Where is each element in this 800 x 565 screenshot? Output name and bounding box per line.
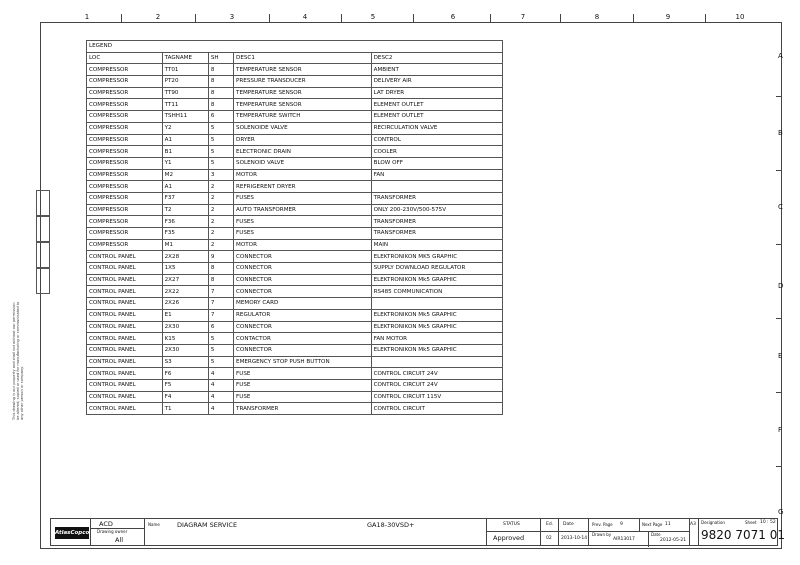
legend-row (87, 146, 503, 158)
drawing-owner: All (115, 536, 124, 544)
pages-cell (589, 519, 690, 545)
legend-row (87, 391, 503, 403)
cell-desc2: CONTROL (371, 134, 502, 146)
revision-strip (36, 190, 50, 540)
cell-tagname: Y2 (162, 122, 208, 134)
cell-sh: 2 (208, 228, 233, 240)
cell-desc2: SUPPLY DOWNLOAD REGULATOR (371, 263, 502, 275)
designation-number: 9820 7071 01 (701, 528, 785, 542)
legend-title-row (87, 41, 503, 53)
drawing-name: DIAGRAM SERVICE (177, 521, 238, 529)
cell-desc1: FUSE (234, 379, 372, 391)
row-label: B (778, 129, 783, 137)
cell-desc2: CONTROL CIRCUIT 24V (371, 379, 502, 391)
cell-desc2 (371, 181, 502, 193)
header-tagname: TAGNAME (162, 52, 208, 64)
legend-row (87, 87, 503, 99)
cell-sh: 7 (208, 309, 233, 321)
cell-tagname: F6 (162, 368, 208, 380)
format-value: A3 (690, 522, 696, 527)
ruler-tick (121, 14, 122, 22)
cell-desc1: CONNECTOR (234, 344, 372, 356)
cell-tagname: F36 (162, 216, 208, 228)
cell-loc: CONTROL PANEL (87, 251, 163, 263)
cell-tagname: TT90 (162, 87, 208, 99)
format-cell (690, 519, 699, 545)
cell-loc: COMPRESSOR (87, 169, 163, 181)
cell-desc2 (371, 356, 502, 368)
cell-desc2: ELEKTRONIKON Mk5 GRAPHIC (371, 321, 502, 333)
cell-sh: 2 (208, 204, 233, 216)
ruler-tick (341, 14, 342, 22)
legend-row (87, 192, 503, 204)
cell-desc2: TRANSFORMER (371, 228, 502, 240)
cell-desc2: ELEKTRONIKON Mk5 GRAPHIC (371, 274, 502, 286)
revision-box (36, 190, 50, 216)
cell-desc2 (371, 298, 502, 310)
cell-tagname: 2X28 (162, 251, 208, 263)
column-label: 8 (594, 13, 600, 21)
cell-desc1: CONTACTOR (234, 333, 372, 345)
cell-sh: 5 (208, 157, 233, 169)
cell-loc: CONTROL PANEL (87, 344, 163, 356)
legend-row (87, 76, 503, 88)
status-cell (487, 519, 541, 545)
cell-loc: CONTROL PANEL (87, 403, 163, 415)
cell-sh: 5 (208, 344, 233, 356)
cell-tagname: 1X5 (162, 263, 208, 275)
cell-tagname: F5 (162, 379, 208, 391)
column-label: 1 (84, 13, 90, 21)
edition-label: Ed. (546, 522, 554, 527)
cell-tagname: M1 (162, 239, 208, 251)
cell-tagname: M2 (162, 169, 208, 181)
cell-tagname: TT11 (162, 99, 208, 111)
name-cell (145, 519, 487, 545)
cell-loc: COMPRESSOR (87, 87, 163, 99)
cell-tagname: A1 (162, 134, 208, 146)
cell-desc2: ELEMENT OUTLET (371, 99, 502, 111)
legend-row (87, 344, 503, 356)
cell-desc2: FAN MOTOR (371, 333, 502, 345)
drawn-by-value: AIR13017 (613, 537, 635, 542)
cell-tagname: S3 (162, 356, 208, 368)
cell-desc2: ONLY 200-230V/500-575V (371, 204, 502, 216)
prev-page-value: 9 (620, 522, 623, 527)
cell-tagname: PT20 (162, 76, 208, 88)
ruler-tick (269, 14, 270, 22)
cell-sh: 4 (208, 368, 233, 380)
cell-desc1: AUTO TRANSFORMER (234, 204, 372, 216)
cell-desc1: TRANSFORMER (234, 403, 372, 415)
cell-desc2: DELIVERY AIR (371, 76, 502, 88)
cell-sh: 6 (208, 321, 233, 333)
cell-tagname: F37 (162, 192, 208, 204)
legend-row (87, 403, 503, 415)
cell-tagname: 2X26 (162, 298, 208, 310)
cell-loc: COMPRESSOR (87, 111, 163, 123)
revision-box (36, 242, 50, 268)
cell-desc1: FUSE (234, 391, 372, 403)
cell-sh: 5 (208, 122, 233, 134)
cell-tagname: T1 (162, 403, 208, 415)
atlas-copco-logo: AtlasCopco (55, 527, 89, 539)
cell-desc1: TEMPERATURE SWITCH (234, 111, 372, 123)
legend-row (87, 356, 503, 368)
header-desc1: DESC1 (234, 52, 372, 64)
legend-row (87, 122, 503, 134)
cell-desc2: CONTROL CIRCUIT (371, 403, 502, 415)
cell-tagname: 2X30 (162, 344, 208, 356)
cell-desc2: CONTROL CIRCUIT 115V (371, 391, 502, 403)
cell-desc1: MOTOR (234, 169, 372, 181)
date2-value: 2012-05-21 (660, 538, 687, 543)
cell-sh: 7 (208, 286, 233, 298)
legend-row (87, 157, 503, 169)
cell-sh: 4 (208, 403, 233, 415)
sheet-separator: : (767, 520, 769, 525)
header-desc2: DESC2 (371, 52, 502, 64)
legend-row (87, 379, 503, 391)
legend-title: LEGEND (87, 41, 503, 53)
cell-desc1: CONNECTOR (234, 251, 372, 263)
cell-desc2: CONTROL CIRCUIT 24V (371, 368, 502, 380)
revision-box (36, 216, 50, 242)
legend-row (87, 286, 503, 298)
cell-tagname: F35 (162, 228, 208, 240)
legend-row (87, 111, 503, 123)
sheet-label: Sheet (745, 520, 757, 525)
cell-tagname: TSHH11 (162, 111, 208, 123)
cell-desc1: ELECTRONIC DRAIN (234, 146, 372, 158)
ruler-tick (776, 466, 782, 467)
owner-cell (91, 519, 145, 545)
cell-desc2: ELEMENT OUTLET (371, 111, 502, 123)
cell-sh: 6 (208, 111, 233, 123)
cell-tagname: TT01 (162, 64, 208, 76)
cell-sh: 5 (208, 134, 233, 146)
cell-tagname: T2 (162, 204, 208, 216)
cell-loc: COMPRESSOR (87, 228, 163, 240)
cell-desc2: TRANSFORMER (371, 216, 502, 228)
ruler-tick (413, 14, 414, 22)
date2-label: Date (651, 532, 661, 537)
cell-desc1: MOTOR (234, 239, 372, 251)
ruler-tick (776, 318, 782, 319)
legend-row (87, 99, 503, 111)
drawing-owner-label: Drawing owner (97, 529, 128, 534)
cell-desc1: REGULATOR (234, 309, 372, 321)
legend-row (87, 368, 503, 380)
legend-row (87, 263, 503, 275)
cell-loc: COMPRESSOR (87, 76, 163, 88)
cell-desc1: TEMPERATURE SENSOR (234, 64, 372, 76)
cell-desc2: MAIN (371, 239, 502, 251)
cell-desc2: COOLER (371, 146, 502, 158)
designation-cell (699, 519, 785, 545)
cell-tagname: K15 (162, 333, 208, 345)
legend-row (87, 204, 503, 216)
cell-loc: COMPRESSOR (87, 192, 163, 204)
cell-loc: CONTROL PANEL (87, 321, 163, 333)
ruler-tick (560, 14, 561, 22)
cell-loc: CONTROL PANEL (87, 379, 163, 391)
cell-desc1: CONNECTOR (234, 321, 372, 333)
cell-loc: COMPRESSOR (87, 157, 163, 169)
cell-desc1: SOLENOID VALVE (234, 157, 372, 169)
legend-row (87, 228, 503, 240)
cell-desc1: EMERGENCY STOP PUSH BUTTON (234, 356, 372, 368)
cell-loc: CONTROL PANEL (87, 356, 163, 368)
column-label: 3 (229, 13, 235, 21)
legend-row (87, 64, 503, 76)
cell-desc2: LAT DRYER (371, 87, 502, 99)
cell-desc1: CONNECTOR (234, 274, 372, 286)
cell-sh: 8 (208, 274, 233, 286)
cell-sh: 5 (208, 146, 233, 158)
column-label: 6 (450, 13, 456, 21)
column-label: 2 (155, 13, 161, 21)
ruler-tick (776, 244, 782, 245)
cell-desc1: CONNECTOR (234, 263, 372, 275)
ruler-tick (633, 14, 634, 22)
cell-tagname: 2X30 (162, 321, 208, 333)
ruler-tick (776, 96, 782, 97)
cell-loc: CONTROL PANEL (87, 333, 163, 345)
edition-cell (541, 519, 559, 545)
cell-loc: CONTROL PANEL (87, 274, 163, 286)
cell-tagname: 2X22 (162, 286, 208, 298)
logo-cell (51, 519, 91, 545)
legend-row (87, 169, 503, 181)
cell-desc2: TRANSFORMER (371, 192, 502, 204)
column-label: 10 (735, 13, 745, 21)
legend-row (87, 333, 503, 345)
cell-sh: 5 (208, 356, 233, 368)
legend-row (87, 181, 503, 193)
cell-desc1: MEMORY CARD (234, 298, 372, 310)
cell-desc2: FAN (371, 169, 502, 181)
cell-sh: 4 (208, 379, 233, 391)
cell-desc2: RS485 COMMUNICATION (371, 286, 502, 298)
header-sh: SH (208, 52, 233, 64)
column-label: 5 (370, 13, 376, 21)
cell-desc1: SOLENOIDE VALVE (234, 122, 372, 134)
row-ruler (778, 22, 800, 549)
legend-row (87, 321, 503, 333)
cell-loc: CONTROL PANEL (87, 298, 163, 310)
header-loc: LOC (87, 52, 163, 64)
date-label: Date (563, 522, 574, 527)
cell-loc: CONTROL PANEL (87, 391, 163, 403)
cell-loc: CONTROL PANEL (87, 368, 163, 380)
cell-desc1: PRESSURE TRANSDUCER (234, 76, 372, 88)
ruler-tick (776, 392, 782, 393)
acd-label: ACD (99, 520, 113, 528)
cell-sh: 2 (208, 216, 233, 228)
edition-value: 02 (546, 536, 552, 541)
cell-desc1: FUSES (234, 192, 372, 204)
cell-loc: COMPRESSOR (87, 239, 163, 251)
drawn-by-label: Drawn by (592, 532, 612, 537)
row-label: F (778, 426, 783, 434)
cell-loc: COMPRESSOR (87, 181, 163, 193)
cell-sh: 7 (208, 298, 233, 310)
row-label: D (778, 282, 784, 290)
ruler-tick (195, 14, 196, 22)
legend-table (86, 40, 503, 415)
cell-sh: 8 (208, 99, 233, 111)
name-label: Name (148, 522, 160, 527)
legend-row (87, 239, 503, 251)
cell-desc1: FUSES (234, 228, 372, 240)
cell-desc2: RECIRCULATION VALVE (371, 122, 502, 134)
cell-loc: CONTROL PANEL (87, 263, 163, 275)
prev-page-label: Prev. Page (592, 522, 613, 527)
cell-sh: 8 (208, 87, 233, 99)
side-note: This drawing is our property and shall not without our permission be altered, copied or used for manufacturing or communicated to any other person or company. (12, 301, 24, 420)
cell-desc2: AMBIENT (371, 64, 502, 76)
legend-row (87, 251, 503, 263)
legend-row (87, 134, 503, 146)
status-value: Approved (493, 534, 525, 542)
cell-tagname: Y1 (162, 157, 208, 169)
cell-desc2: ELEKTRONIKON Mk5 GRAPHIC (371, 309, 502, 321)
model-name: GA18-30VSD+ (367, 521, 415, 529)
cell-desc1: TEMPERATURE SENSOR (234, 99, 372, 111)
row-label: G (778, 508, 784, 516)
cell-sh: 2 (208, 239, 233, 251)
cell-loc: COMPRESSOR (87, 204, 163, 216)
legend-row (87, 309, 503, 321)
legend-header-row (87, 52, 503, 64)
cell-desc1: CONNECTOR (234, 286, 372, 298)
cell-sh: 2 (208, 192, 233, 204)
cell-loc: COMPRESSOR (87, 64, 163, 76)
cell-sh: 8 (208, 76, 233, 88)
cell-loc: COMPRESSOR (87, 146, 163, 158)
row-label: A (778, 52, 783, 60)
cell-sh: 5 (208, 333, 233, 345)
ruler-tick (705, 14, 706, 22)
title-block (50, 518, 785, 546)
column-ruler (40, 13, 782, 22)
next-page-label: Next Page (642, 522, 663, 527)
column-label: 4 (302, 13, 308, 21)
cell-loc: COMPRESSOR (87, 134, 163, 146)
status-label: STATUS (503, 522, 520, 527)
cell-desc1: FUSE (234, 368, 372, 380)
cell-tagname: 2X27 (162, 274, 208, 286)
cell-sh: 9 (208, 251, 233, 263)
revision-box (36, 268, 50, 294)
cell-sh: 4 (208, 391, 233, 403)
column-label: 9 (665, 13, 671, 21)
cell-loc: COMPRESSOR (87, 216, 163, 228)
sheet-total: 52 (770, 520, 776, 525)
cell-loc: COMPRESSOR (87, 99, 163, 111)
row-label: C (778, 203, 783, 211)
cell-desc2: ELEKTRONIKON MK5 GRAPHIC (371, 251, 502, 263)
cell-loc: CONTROL PANEL (87, 286, 163, 298)
cell-sh: 8 (208, 263, 233, 275)
designation-label: Designation (701, 520, 725, 525)
legend-row (87, 274, 503, 286)
cell-desc2: BLOW OFF (371, 157, 502, 169)
cell-desc1: TEMPERATURE SENSOR (234, 87, 372, 99)
cell-desc1: FUSES (234, 216, 372, 228)
ruler-tick (490, 14, 491, 22)
legend-row (87, 298, 503, 310)
date-value: 2013-10-14 (561, 536, 588, 541)
sheet-number: 10 (760, 520, 766, 525)
cell-tagname: B1 (162, 146, 208, 158)
next-page-value: 11 (665, 522, 671, 527)
cell-loc: COMPRESSOR (87, 122, 163, 134)
cell-tagname: E1 (162, 309, 208, 321)
cell-desc1: REFRIGERENT DRYER (234, 181, 372, 193)
cell-desc1: DRYER (234, 134, 372, 146)
cell-tagname: F4 (162, 391, 208, 403)
ruler-tick (776, 170, 782, 171)
cell-desc2: ELEKTRONIKON Mk5 GRAPHIC (371, 344, 502, 356)
cell-tagname: A1 (162, 181, 208, 193)
row-label: E (778, 352, 783, 360)
date-cell (559, 519, 589, 545)
cell-sh: 8 (208, 64, 233, 76)
legend-row (87, 216, 503, 228)
column-label: 7 (520, 13, 526, 21)
cell-loc: CONTROL PANEL (87, 309, 163, 321)
cell-sh: 2 (208, 181, 233, 193)
cell-sh: 3 (208, 169, 233, 181)
